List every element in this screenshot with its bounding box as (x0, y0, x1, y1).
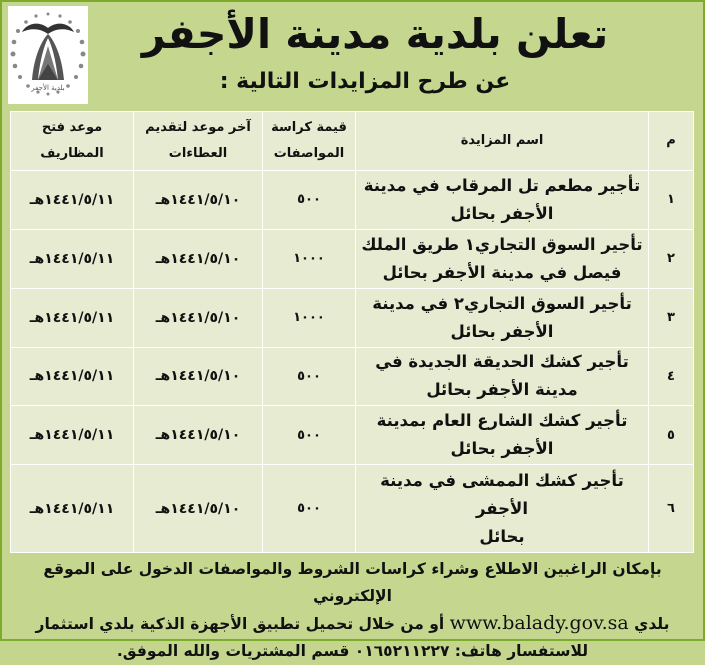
table-row (11, 406, 694, 465)
auction-name: تأجير مطعم تل المرقاب في مدينة الأجفر بحائل (356, 171, 649, 230)
row-index: ١ (649, 171, 694, 230)
auction-name: تأجير السوق التجاري١ طريق الملك فيصل في مدينة الأجفر بحائل (356, 229, 649, 288)
deadline-date: ١٤٤١/٥/١٠هـ (134, 229, 263, 288)
booklet-price: ١٠٠٠ (263, 288, 356, 347)
deadline-date: ١٤٤١/٥/١٠هـ (134, 465, 263, 553)
palm-tree-logo-icon (8, 6, 88, 104)
booklet-price: ٥٠٠ (263, 171, 356, 230)
opening-date: ١٤٤١/٥/١١هـ (11, 347, 134, 406)
footer-line-1: بإمكان الراغبين الاطلاع وشراء كراسات الشروط والمواصفات الدخول على الموقع الإلكتروني (43, 560, 662, 605)
deadline-date: ١٤٤١/٥/١٠هـ (134, 406, 263, 465)
table-row (11, 288, 694, 347)
table-row (11, 229, 694, 288)
opening-date: ١٤٤١/٥/١١هـ (11, 229, 134, 288)
deadline-date: ١٤٤١/٥/١٠هـ (134, 347, 263, 406)
table-row (11, 465, 694, 553)
footer-line-2: بلدي www.balady.gov.sa أو من خلال تحميل تطبيق الأجهزة الذكية بلدي استثمار (35, 612, 670, 634)
table-header-row (11, 112, 694, 171)
table-row (11, 171, 694, 230)
row-index: ٥ (649, 406, 694, 465)
website-link[interactable]: www.balady.gov.sa (449, 612, 629, 634)
row-index: ٢ (649, 229, 694, 288)
row-index: ٦ (649, 465, 694, 553)
table-row (11, 347, 694, 406)
opening-date: ١٤٤١/٥/١١هـ (11, 406, 134, 465)
auction-name: تأجير السوق التجاري٢ في مدينة الأجفر بحائل (356, 288, 649, 347)
column-header-booklet-price: قيمة كراسة المواصفات (263, 112, 356, 171)
auction-name: تأجير كشك الحديقة الجديدة في مدينة الأجفر بحائل (356, 347, 649, 406)
column-header-opening: موعد فتح المظاريف (11, 112, 134, 171)
deadline-date: ١٤٤١/٥/١٠هـ (134, 171, 263, 230)
booklet-price: ٥٠٠ (263, 406, 356, 465)
booklet-price: ١٠٠٠ (263, 229, 356, 288)
deadline-date: ١٤٤١/٥/١٠هـ (134, 288, 263, 347)
opening-date: ١٤٤١/٥/١١هـ (11, 171, 134, 230)
opening-date: ١٤٤١/٥/١١هـ (11, 288, 134, 347)
column-header-name: اسم المزايدة (356, 112, 649, 171)
svg-text:بلدية الأجفر: بلدية الأجفر (31, 84, 65, 92)
auction-name: تأجير كشك الممشى في مدينة الأجفر بحائل (356, 465, 649, 553)
booklet-price: ٥٠٠ (263, 465, 356, 553)
auctions-table (10, 111, 694, 553)
page-subtitle: عن طرح المزايدات التالية : (219, 69, 511, 94)
booklet-price: ٥٠٠ (263, 347, 356, 406)
column-header-index: م (649, 112, 694, 171)
page-title: تعلن بلدية مدينة الأجفر (141, 10, 609, 58)
auction-name: تأجير كشك الشارع العام بمدينة الأجفر بحائل (356, 406, 649, 465)
footer-notice (12, 556, 693, 665)
opening-date: ١٤٤١/٥/١١هـ (11, 465, 134, 553)
footer-line-3: للاستفسار هاتف: ٠١٦٥٢١١٢٢٧ قسم المشتريات والله الموفق. (116, 642, 589, 660)
column-header-deadline: آخر موعد لتقديم العطاءات (134, 112, 263, 171)
row-index: ٤ (649, 347, 694, 406)
row-index: ٣ (649, 288, 694, 347)
municipality-logo (8, 6, 88, 104)
